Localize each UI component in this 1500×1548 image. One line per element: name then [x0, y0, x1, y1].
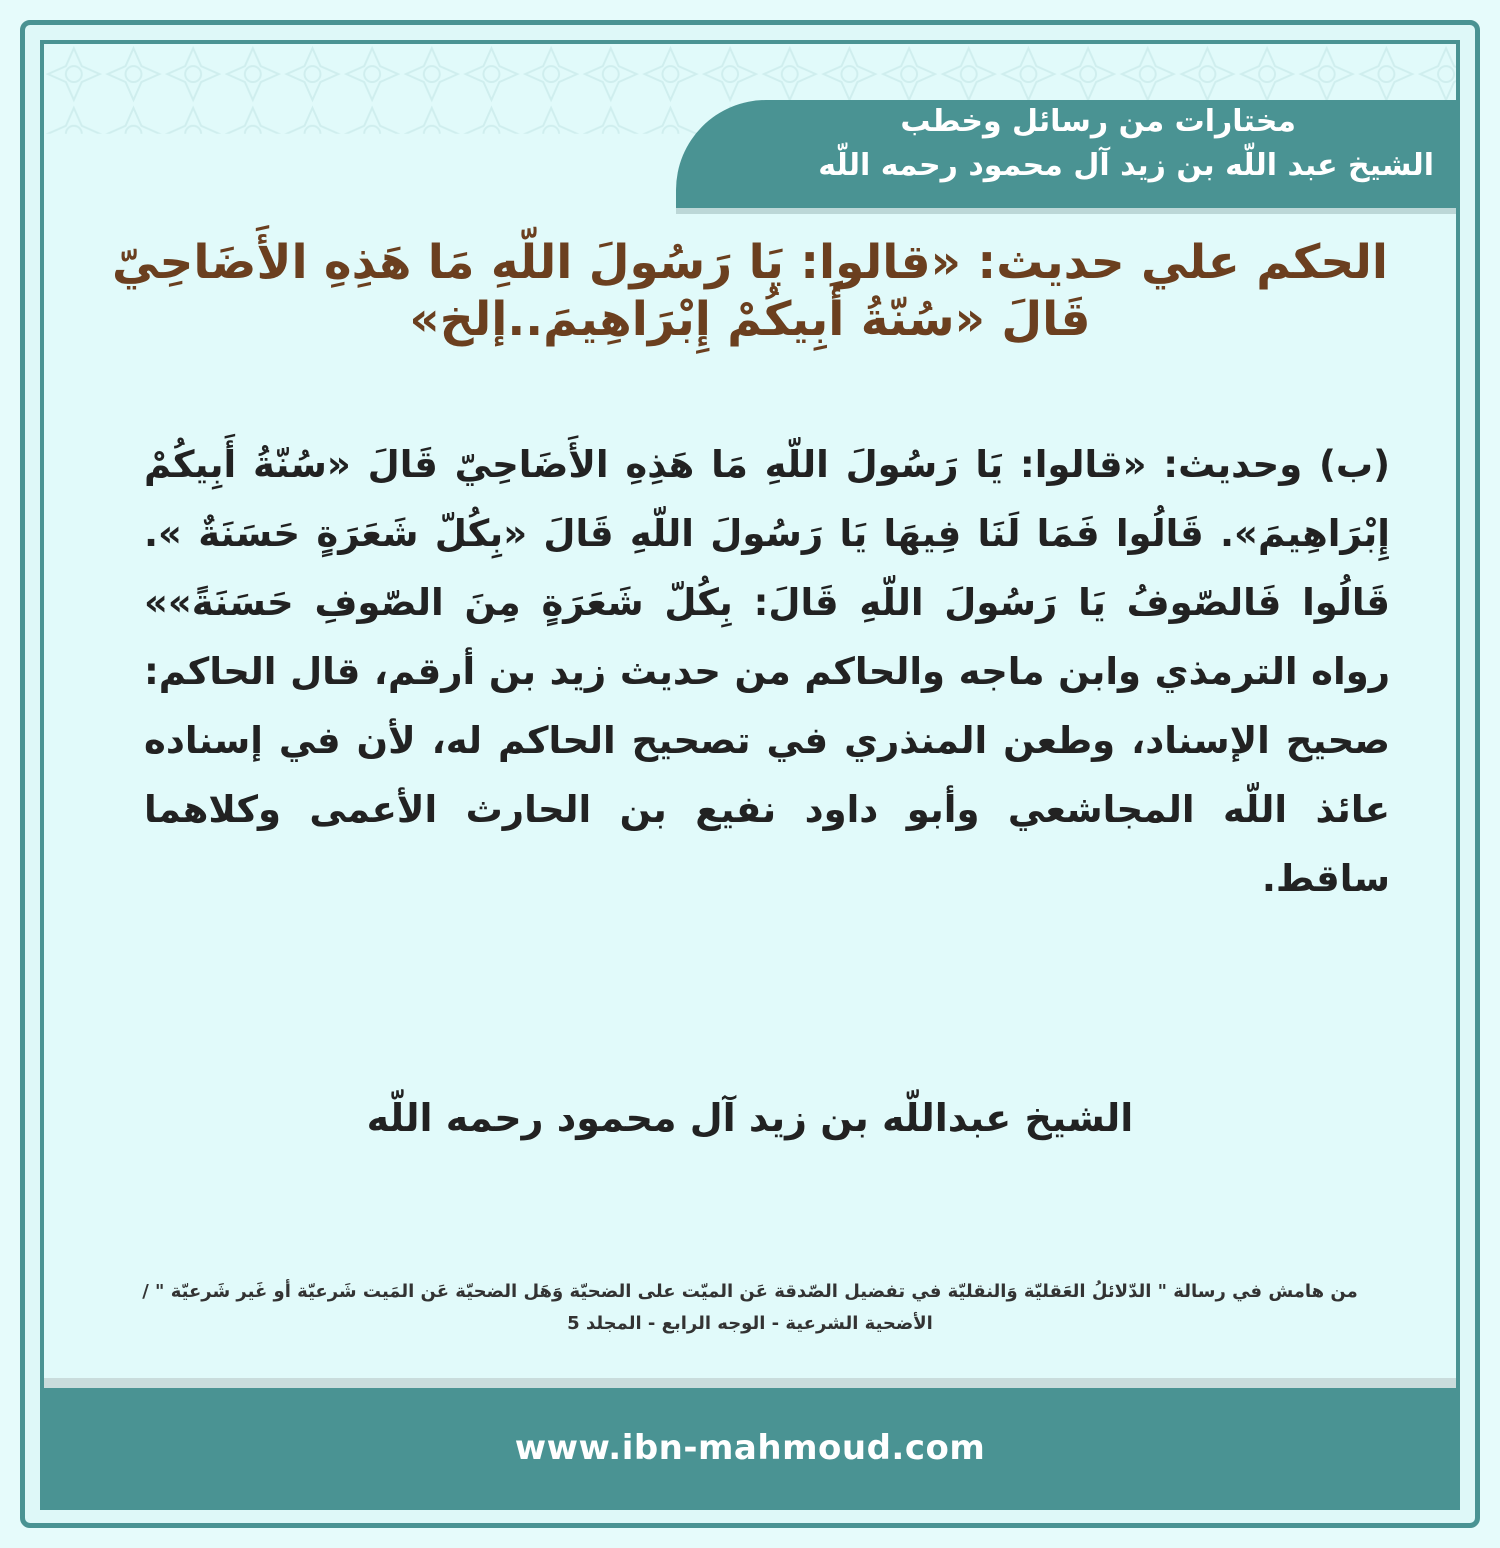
header-author: الشيخ عبد اللّه بن زيد آل محمود رحمه اللّه: [818, 148, 1434, 183]
page-title: الحكم علي حديث: «قالوا: يَا رَسُولَ اللّهِ مَا هَذِهِ الأَضَاحِيّ قَالَ «سُنّةُ أَبِيكُمْ إِبْرَاهِيمَ..إلخ»: [111, 235, 1389, 347]
body-paragraph: (ب) وحديث: «قالوا: يَا رَسُولَ اللّهِ مَا هَذِهِ الأَضَاحِيّ قَالَ «سُنّةُ أَبِيكُمْ إِبْرَاهِيمَ». قَالُوا فَمَا لَنَا فِيهَا يَا رَسُولَ اللّهِ قَالَ «بِكُلّ شَعَرَةٍ حَسَنَةٌ ». قَالُوا فَالصّوفُ يَا رَسُولَ اللّهِ قَالَ: بِكُلّ شَعَرَةٍ مِنَ الصّوفِ حَسَنَةً»» رواه الترمذي وابن ماجه والحاكم من حديث زيد بن أرقم، قال الحاكم: صحيح الإسناد، وطعن المنذري في تصحيح الحاكم له، لأن في إسناده عائذ اللّه المجاشعي وأبو داود نفيع بن الحارث الأعمى وكلاهما ساقط.: [144, 443, 1390, 900]
website-url: www.ibn-mahmoud.com: [514, 1428, 986, 1468]
author-signature: الشيخ عبداللّه بن زيد آل محمود رحمه اللّه: [366, 1096, 1134, 1140]
footer-bar: [44, 1388, 1456, 1506]
source-note: من هامش في رسالة " الدّلائلُ العَقليّة وَالنقليّة في تفضيل الصّدقة عَن الميّت على الضحيّة وَهَل الضحيّة عَن المَيت شَرعيّة أو غَير شَرعيّة " / الأضحية الشرعية - الوجه الرابع - المجلد 5: [142, 1281, 1358, 1334]
header-subtitle: مختارات من رسائل وخطب: [900, 104, 1296, 139]
footer-divider: [44, 1378, 1456, 1388]
content-panel: [40, 40, 1460, 1510]
